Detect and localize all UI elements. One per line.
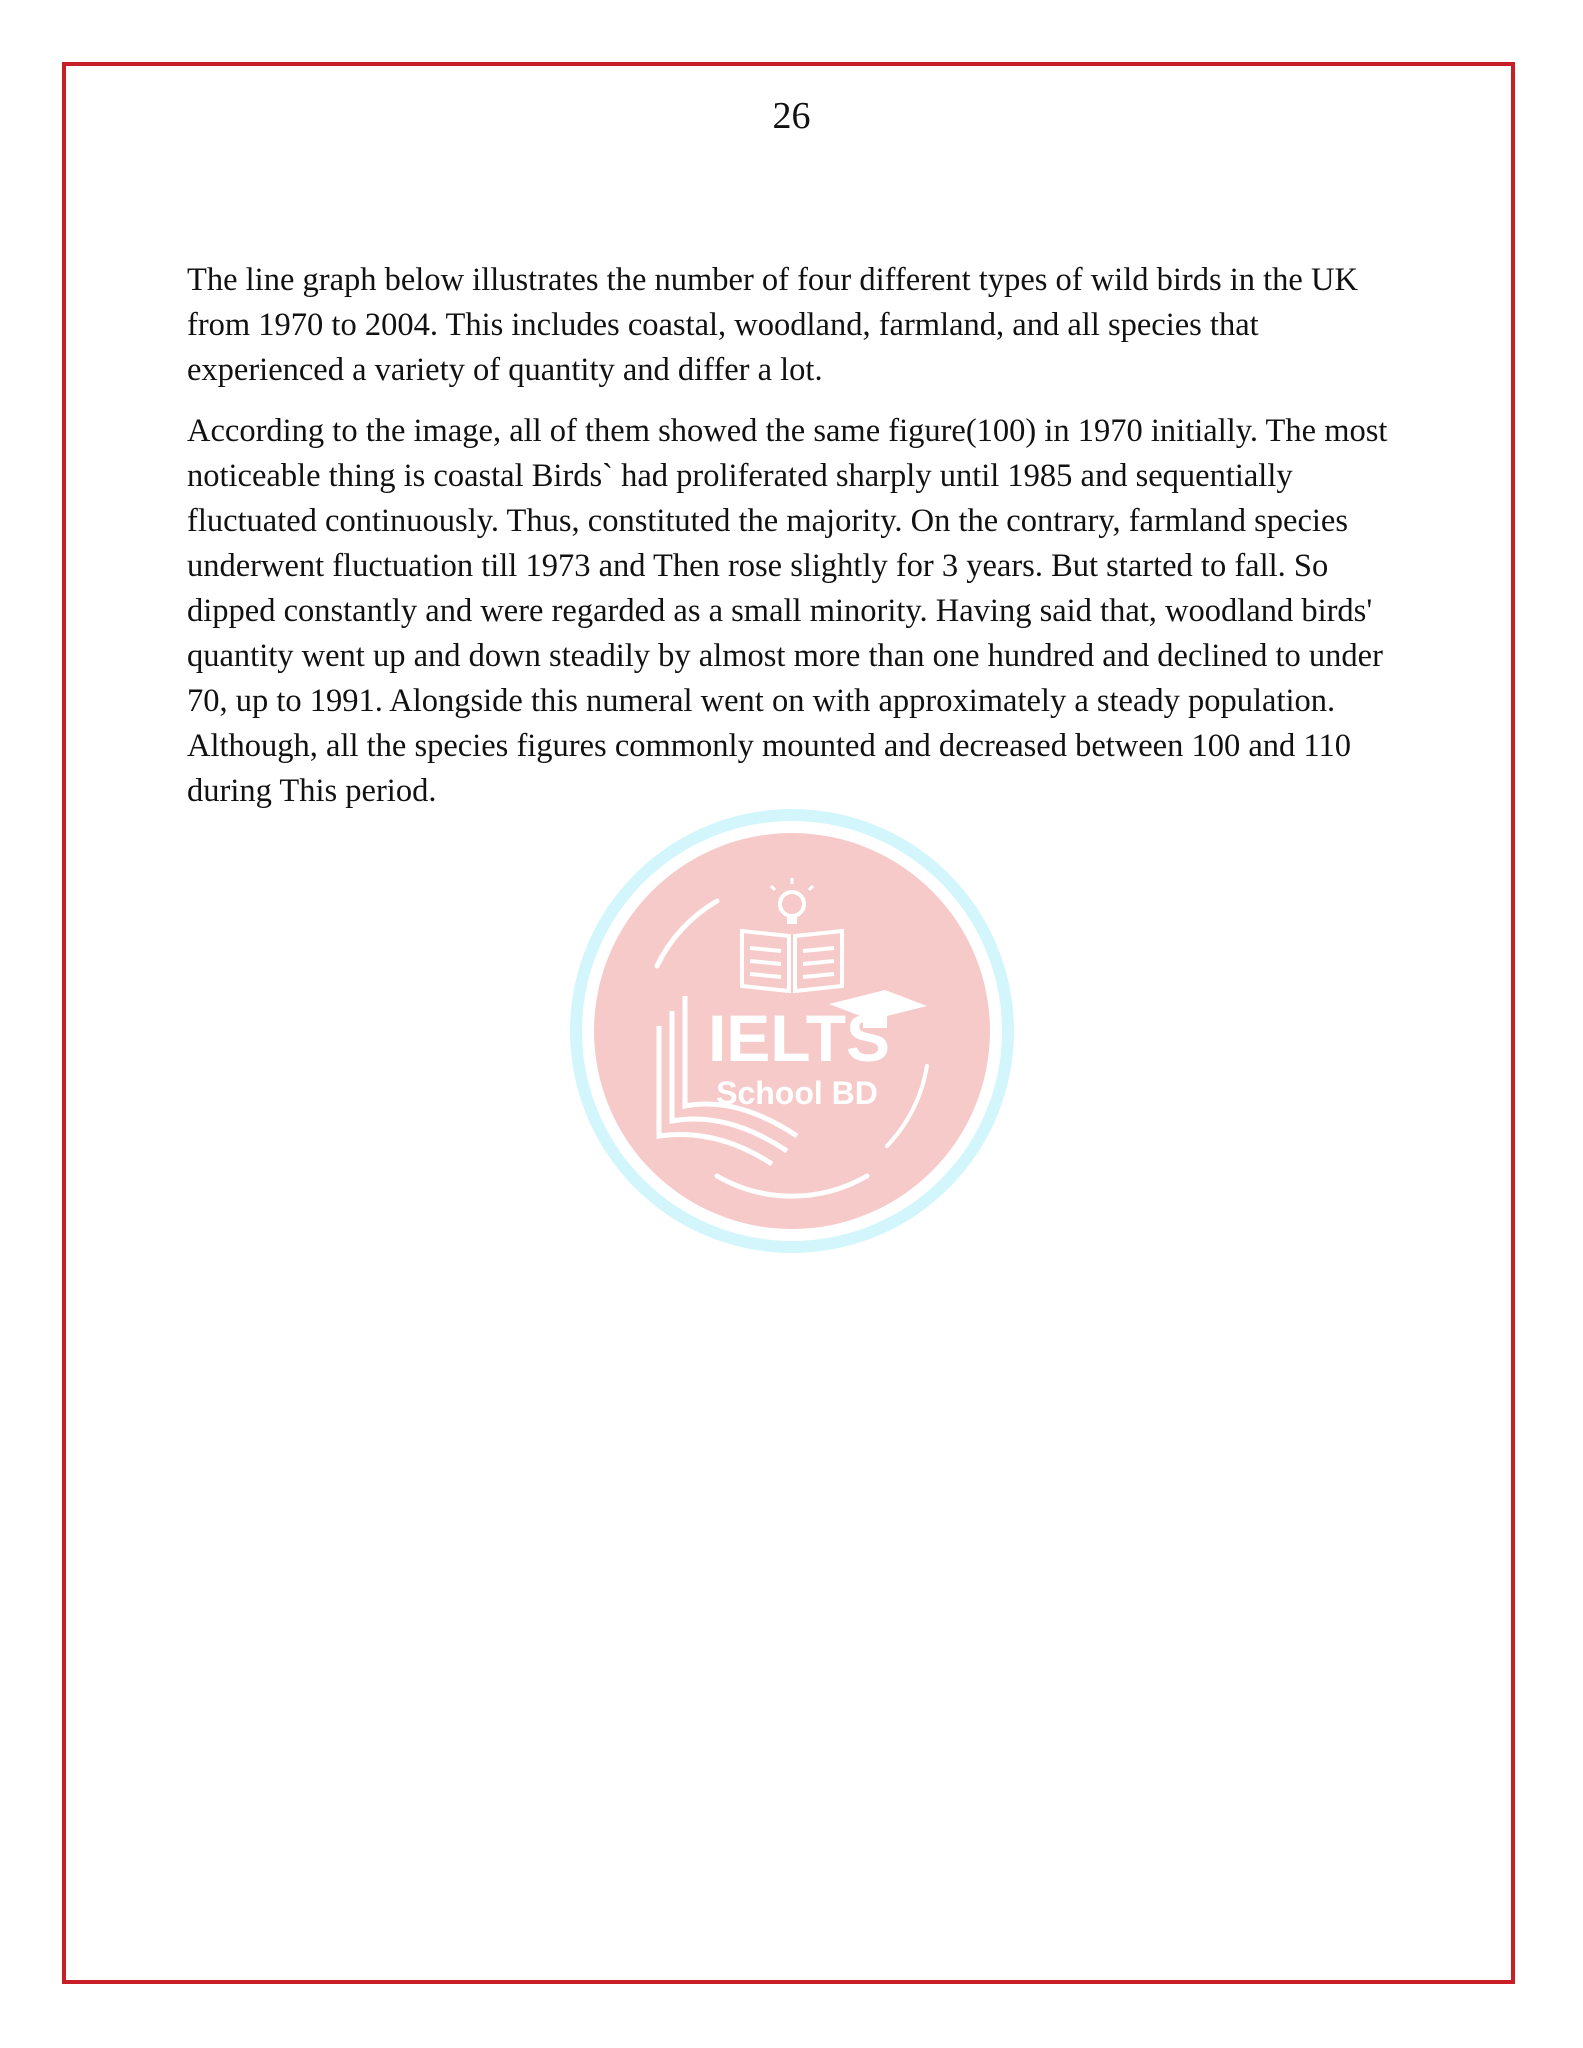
paragraph-overview: According to the image, all of them showed the same figure(100) in 1970 initially. The most noticeable thing is coastal Birds` had proliferated sharply until 1985 and sequentially fluctuated continuously. Thus, constituted the majority. On the contrary, farmland species underwent fluctuation till 1973 and Then rose slightly for 3 years. But started to fall. So dipped constantly and were regarded as a small minority. Having said that, woodland birds' quantity went up and down steadily by almost more than one hundred and declined to under 70, up to 1991. Alongside this numeral went on with approximately a steady population. Although, all the species figures commonly mounted and decreased between 100 and 110 during This period. <box>187 413 1388 809</box>
watermark-title: IELTS <box>707 1001 891 1075</box>
paragraph-intro: The line graph below illustrates the number of four different types of wild birds in the UK from 1970 to 2004. This includes coastal, woodland, farmland, and all species that experienced a variety of quantity and differ a lot. <box>187 262 1358 388</box>
ielts-school-bd-watermark-logo <box>567 806 1017 1256</box>
document-body <box>187 258 1397 830</box>
page-number: 26 <box>772 95 811 137</box>
watermark-subtitle: School BD <box>716 1075 878 1111</box>
